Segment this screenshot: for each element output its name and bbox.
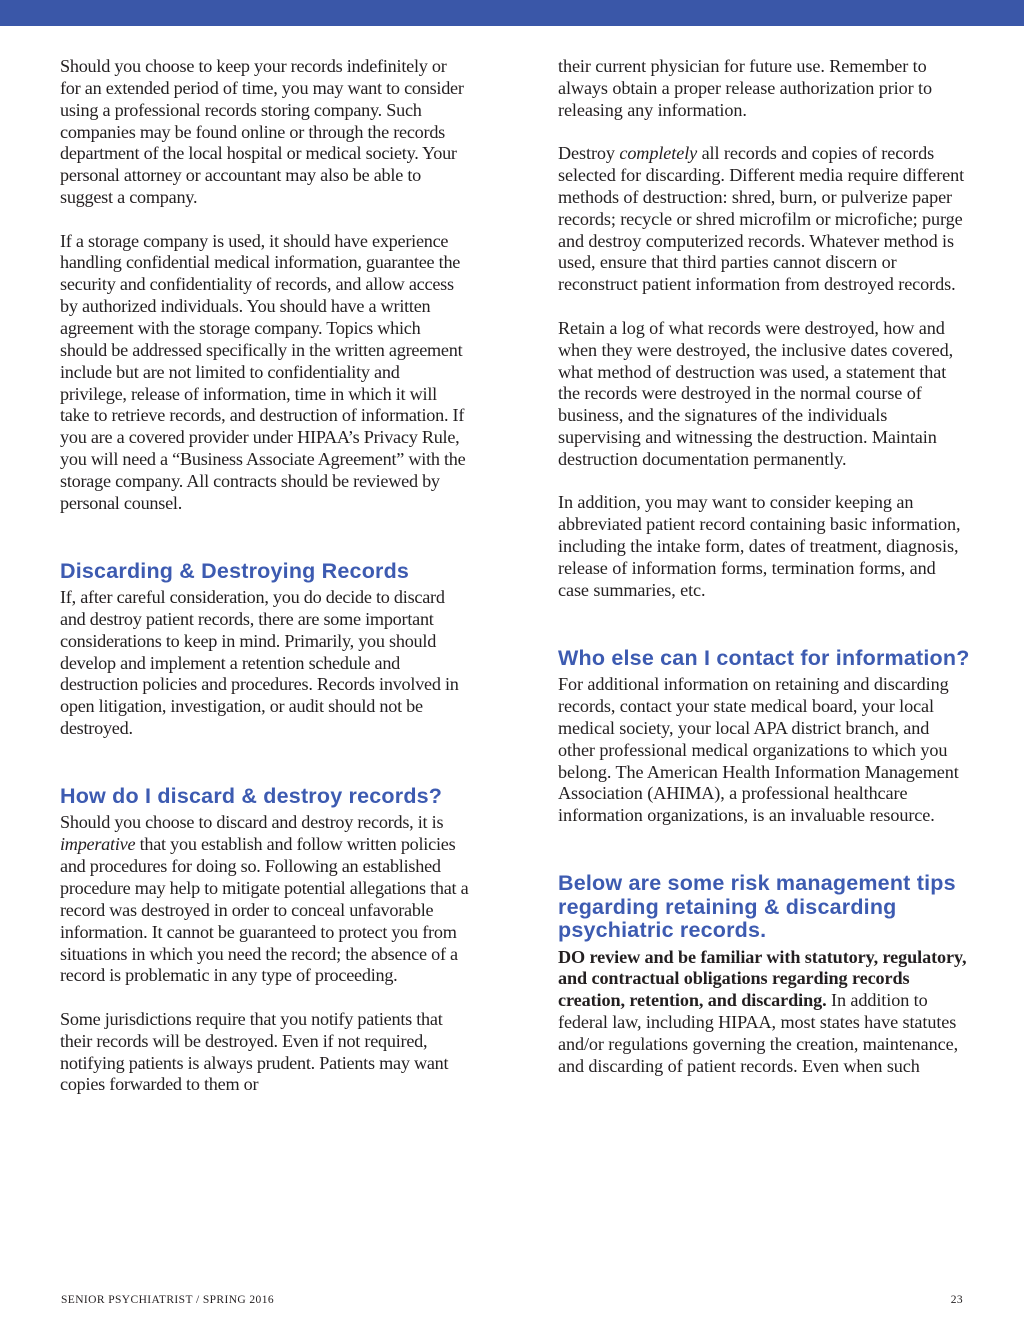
paragraph-storage-company: Should you choose to keep your records indefinitely or for an extended period of time, you may want to consider using a professional records storing company. Such companies may be found online or through the records department of the local hospital or medical society. Your personal attorney or accountant may also be able to suggest a company. <box>60 56 464 208</box>
paragraph-storage-agreement: If a storage company is used, it should have experience handling confidential medical information, guarantee the security and confidentiality of records, and allow access by authorized individuals. You should have a written agreement with the storage company. Topics which should be addressed specifically in the written agreement include but are not limited to confidentiality and privilege, release of information, time in which it will take to retrieve records, and destruction of information. If you are a covered provider under HIPAA’s Privacy Rule, you will need a “Business Associate Agreement” with the storage company. All contracts should be reviewed by personal counsel. <box>60 230 466 513</box>
emphasis-completely: completely <box>619 143 698 164</box>
paragraph-tip-review-obligations <box>558 947 970 1078</box>
text-run: In addition to federal law, including HIPAA, most states have statutes and/or regulations governing the creation, maintenance, and discarding of patient records. Even when such <box>558 990 959 1076</box>
left-column <box>60 56 470 1118</box>
footer-publication: SENIOR PSYCHIATRIST / SPRING 2016 <box>61 1294 274 1306</box>
text-run: Destroy <box>558 143 620 164</box>
tip-lead-bold: DO review and be familiar with statutory, regulatory, and contractual obligations regarding records creation, retention, and discarding. <box>558 946 967 1011</box>
right-column <box>558 56 970 1099</box>
text-run: Should you choose to discard and destroy records, it is <box>60 812 444 833</box>
emphasis-imperative: imperative <box>60 834 136 855</box>
paragraph-release-authorization: their current physician for future use. Remember to always obtain a proper release authorization prior to releasing any information. <box>558 56 932 120</box>
footer-page-number: 23 <box>950 1294 963 1306</box>
text-run: that you establish and follow written policies and procedures for doing so. Following an established procedure may help to mitigate potential allegations that a record was destroyed in order to conceal unfavorable information. It cannot be guaranteed to protect you from situations in which you need the record; the absence of a record is problematic in any type of proceeding. <box>60 834 469 986</box>
heading-discarding-destroying: Discarding & Destroying Records <box>60 558 410 583</box>
header-accent-bar <box>0 0 1024 26</box>
paragraph-destroy-completely <box>558 143 970 296</box>
paragraph-written-policies <box>60 812 470 987</box>
paragraph-discard-considerations: If, after careful consideration, you do decide to discard and destroy patient records, there are some important considerations to keep in mind. Primarily, you should develop and implement a retention schedule and destruction policies and procedures. Records involved in open litigation, investigation, or audit should not be destroyed. <box>60 587 459 739</box>
heading-who-to-contact: Who else can I contact for information? <box>558 645 970 670</box>
heading-risk-management-tips: Below are some risk management tips regarding retaining & discarding psychiatric records. <box>558 871 956 943</box>
text-run: all records and copies of records selected for discarding. Different media require different methods of destruction: shred, burn, or pulverize paper records; recycle or shred microfilm or microfiche; purge and destroy computerized records. Whatever method is used, ensure that third parties cannot discern or reconstruct patient information from destroyed records. <box>558 143 965 295</box>
paragraph-abbreviated-record: In addition, you may want to consider keeping an abbreviated patient record containing basic information, including the intake form, dates of treatment, diagnosis, release of information forms, termination forms, and case summaries, etc. <box>558 492 961 600</box>
paragraph-destruction-log: Retain a log of what records were destroyed, how and when they were destroyed, the inclusive dates covered, what method of destruction was used, a statement that the records were destroyed in the normal course of business, and the signatures of the individuals supervising and witnessing the destruction. Maintain destruction documentation permanently. <box>558 317 954 469</box>
heading-how-to-discard: How do I discard & destroy records? <box>60 783 443 808</box>
paragraph-notify-patients: Some jurisdictions require that you notify patients that their records will be destroyed. Even if not required, notifying patients is always prudent. Patients may want copies forwarded to them or <box>60 1008 449 1095</box>
paragraph-contact-resources: For additional information on retaining and discarding records, contact your state medical board, your local medical society, your local APA district branch, and other professional medical organizations to which you belong. The American Health Information Management Association (AHIMA), a professional healthcare information organizations, is an invaluable resource. <box>558 674 959 826</box>
